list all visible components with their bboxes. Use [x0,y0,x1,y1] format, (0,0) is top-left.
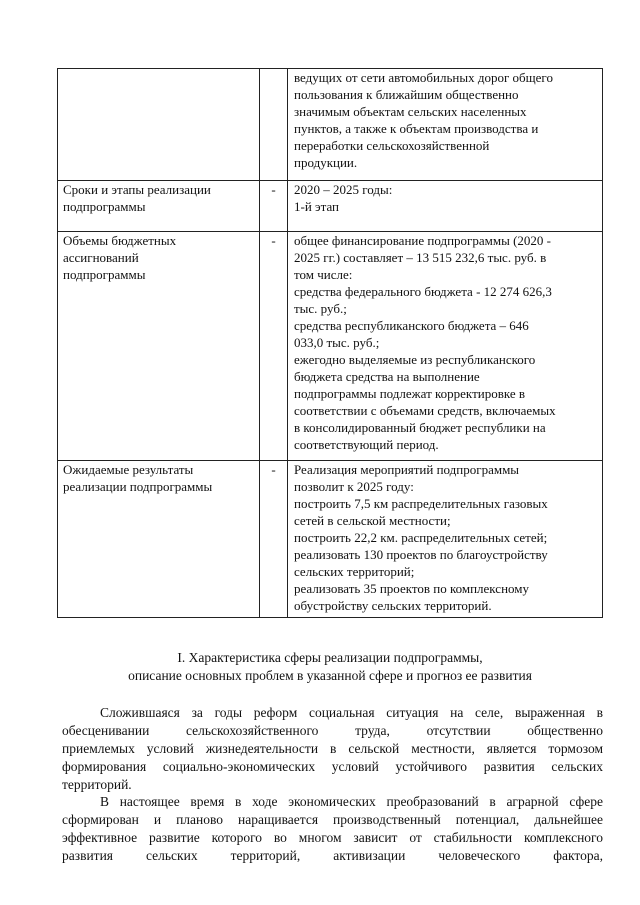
table-row [58,461,603,618]
row-label-line: подпрограммы [63,199,146,214]
row-value-line: сетей в сельской местности; [294,513,451,528]
row-label-line: Ожидаемые результаты [63,462,194,477]
row-value-line: реализовать 35 проектов по комплексному [294,581,530,596]
section-heading-line-1: I. Характеристика сферы реализации подпрограммы, [177,650,483,665]
paragraph-line: обесценивании сельскохозяйственного труда, отсутствии общественно [62,723,603,738]
row-value-line: обустройству сельских территорий. [294,598,492,613]
row-label-line: подпрограммы [63,267,146,282]
row-label-line: Сроки и этапы реализации [63,182,211,197]
row-value-line: тыс. руб.; [294,301,347,316]
row-value-cell [288,461,603,618]
row-value-line: построить 7,5 км распределительных газовых [294,496,548,511]
row-label-line: Объемы бюджетных [63,233,177,248]
row-value-line: средства федерального бюджета - 12 274 626,3 [294,284,552,299]
row-label-cell [58,181,260,232]
row-label-line: реализации подпрограммы [63,479,213,494]
paragraph-line: эффективное развитие которого во многом зависит от стабильности комплексного [62,830,603,845]
row-value-line: переработки сельскохозяйственной [294,138,490,153]
paragraph-line: сформирован и планово наращивается производственный потенциал, дальнейшее [62,812,603,827]
row-value-line: ежегодно выделяемые из республиканского [294,352,536,367]
row-value-line: ведущих от сети автомобильных дорог общего [294,70,553,85]
row-value-line: средства республиканского бюджета – 646 [294,318,529,333]
row-dash-cell: - [260,232,288,461]
row-value-line: пользования к ближайшим общественно [294,87,519,102]
paragraph-line: Сложившаяся за годы реформ социальная ситуация на селе, выраженная в [100,705,603,720]
row-value-line: соответствующий период. [294,437,439,452]
paragraph-rural-situation [62,704,603,794]
row-dash-cell: - [260,461,288,618]
row-value-line: значимым объектам сельских населенных [294,104,527,119]
section-heading [60,649,600,685]
row-value-line: общее финансирование подпрограммы (2020 - [294,233,551,248]
row-value-line: соответствии с объемами средств, включаемых [294,403,556,418]
row-label-cell [58,461,260,618]
row-value-line: продукции. [294,155,358,170]
row-value-line: в консолидированный бюджет республики на [294,420,546,435]
table-row [58,181,603,232]
row-value-line: построить 22,2 км. распределительных сетей; [294,530,548,545]
paragraph-line: В настоящее время в ходе экономических преобразований в аграрной сфере [100,794,603,809]
row-value-line: подпрограммы подлежат корректировке в [294,386,525,401]
row-label-cell [58,232,260,461]
row-value-line: бюджета средства на выполнение [294,369,480,384]
paragraph-line: территорий. [62,777,132,792]
row-value-cell [288,232,603,461]
table-row [58,232,603,461]
row-value-line: пунктов, а также к объектам производства и [294,121,539,136]
row-value-line: 033,0 тыс. руб.; [294,335,380,350]
paragraph-economic-transformations [62,793,603,865]
row-value-line: 2020 – 2025 годы: [294,182,393,197]
paragraph-line: формирования социально-экономических условий устойчивого развития сельских [62,759,603,774]
table-row [58,69,603,181]
paragraph-line: развития сельских территорий, активизации человеческого фактора, [62,848,603,863]
row-value-line: позволит к 2025 году: [294,479,414,494]
row-value-line: том числе: [294,267,353,282]
section-heading-line-2: описание основных проблем в указанной сфере и прогноз ее развития [128,668,532,683]
row-value-line: сельских территорий; [294,564,415,579]
row-value-line: Реализация мероприятий подпрограммы [294,462,520,477]
row-value-cell [288,69,603,181]
row-label-line: ассигнований [63,250,139,265]
paragraph-line: приемлемых условий жизнедеятельности в сельской местности, является тормозом [62,741,603,756]
row-value-line: 2025 гг.) составляет – 13 515 232,6 тыс. руб. в [294,250,547,265]
row-value-line: 1-й этап [294,199,340,214]
row-dash-cell [260,69,288,181]
subprogram-passport-table [57,68,603,618]
row-value-line: реализовать 130 проектов по благоустройству [294,547,548,562]
row-label-cell [58,69,260,181]
row-value-cell [288,181,603,232]
row-dash-cell: - [260,181,288,232]
